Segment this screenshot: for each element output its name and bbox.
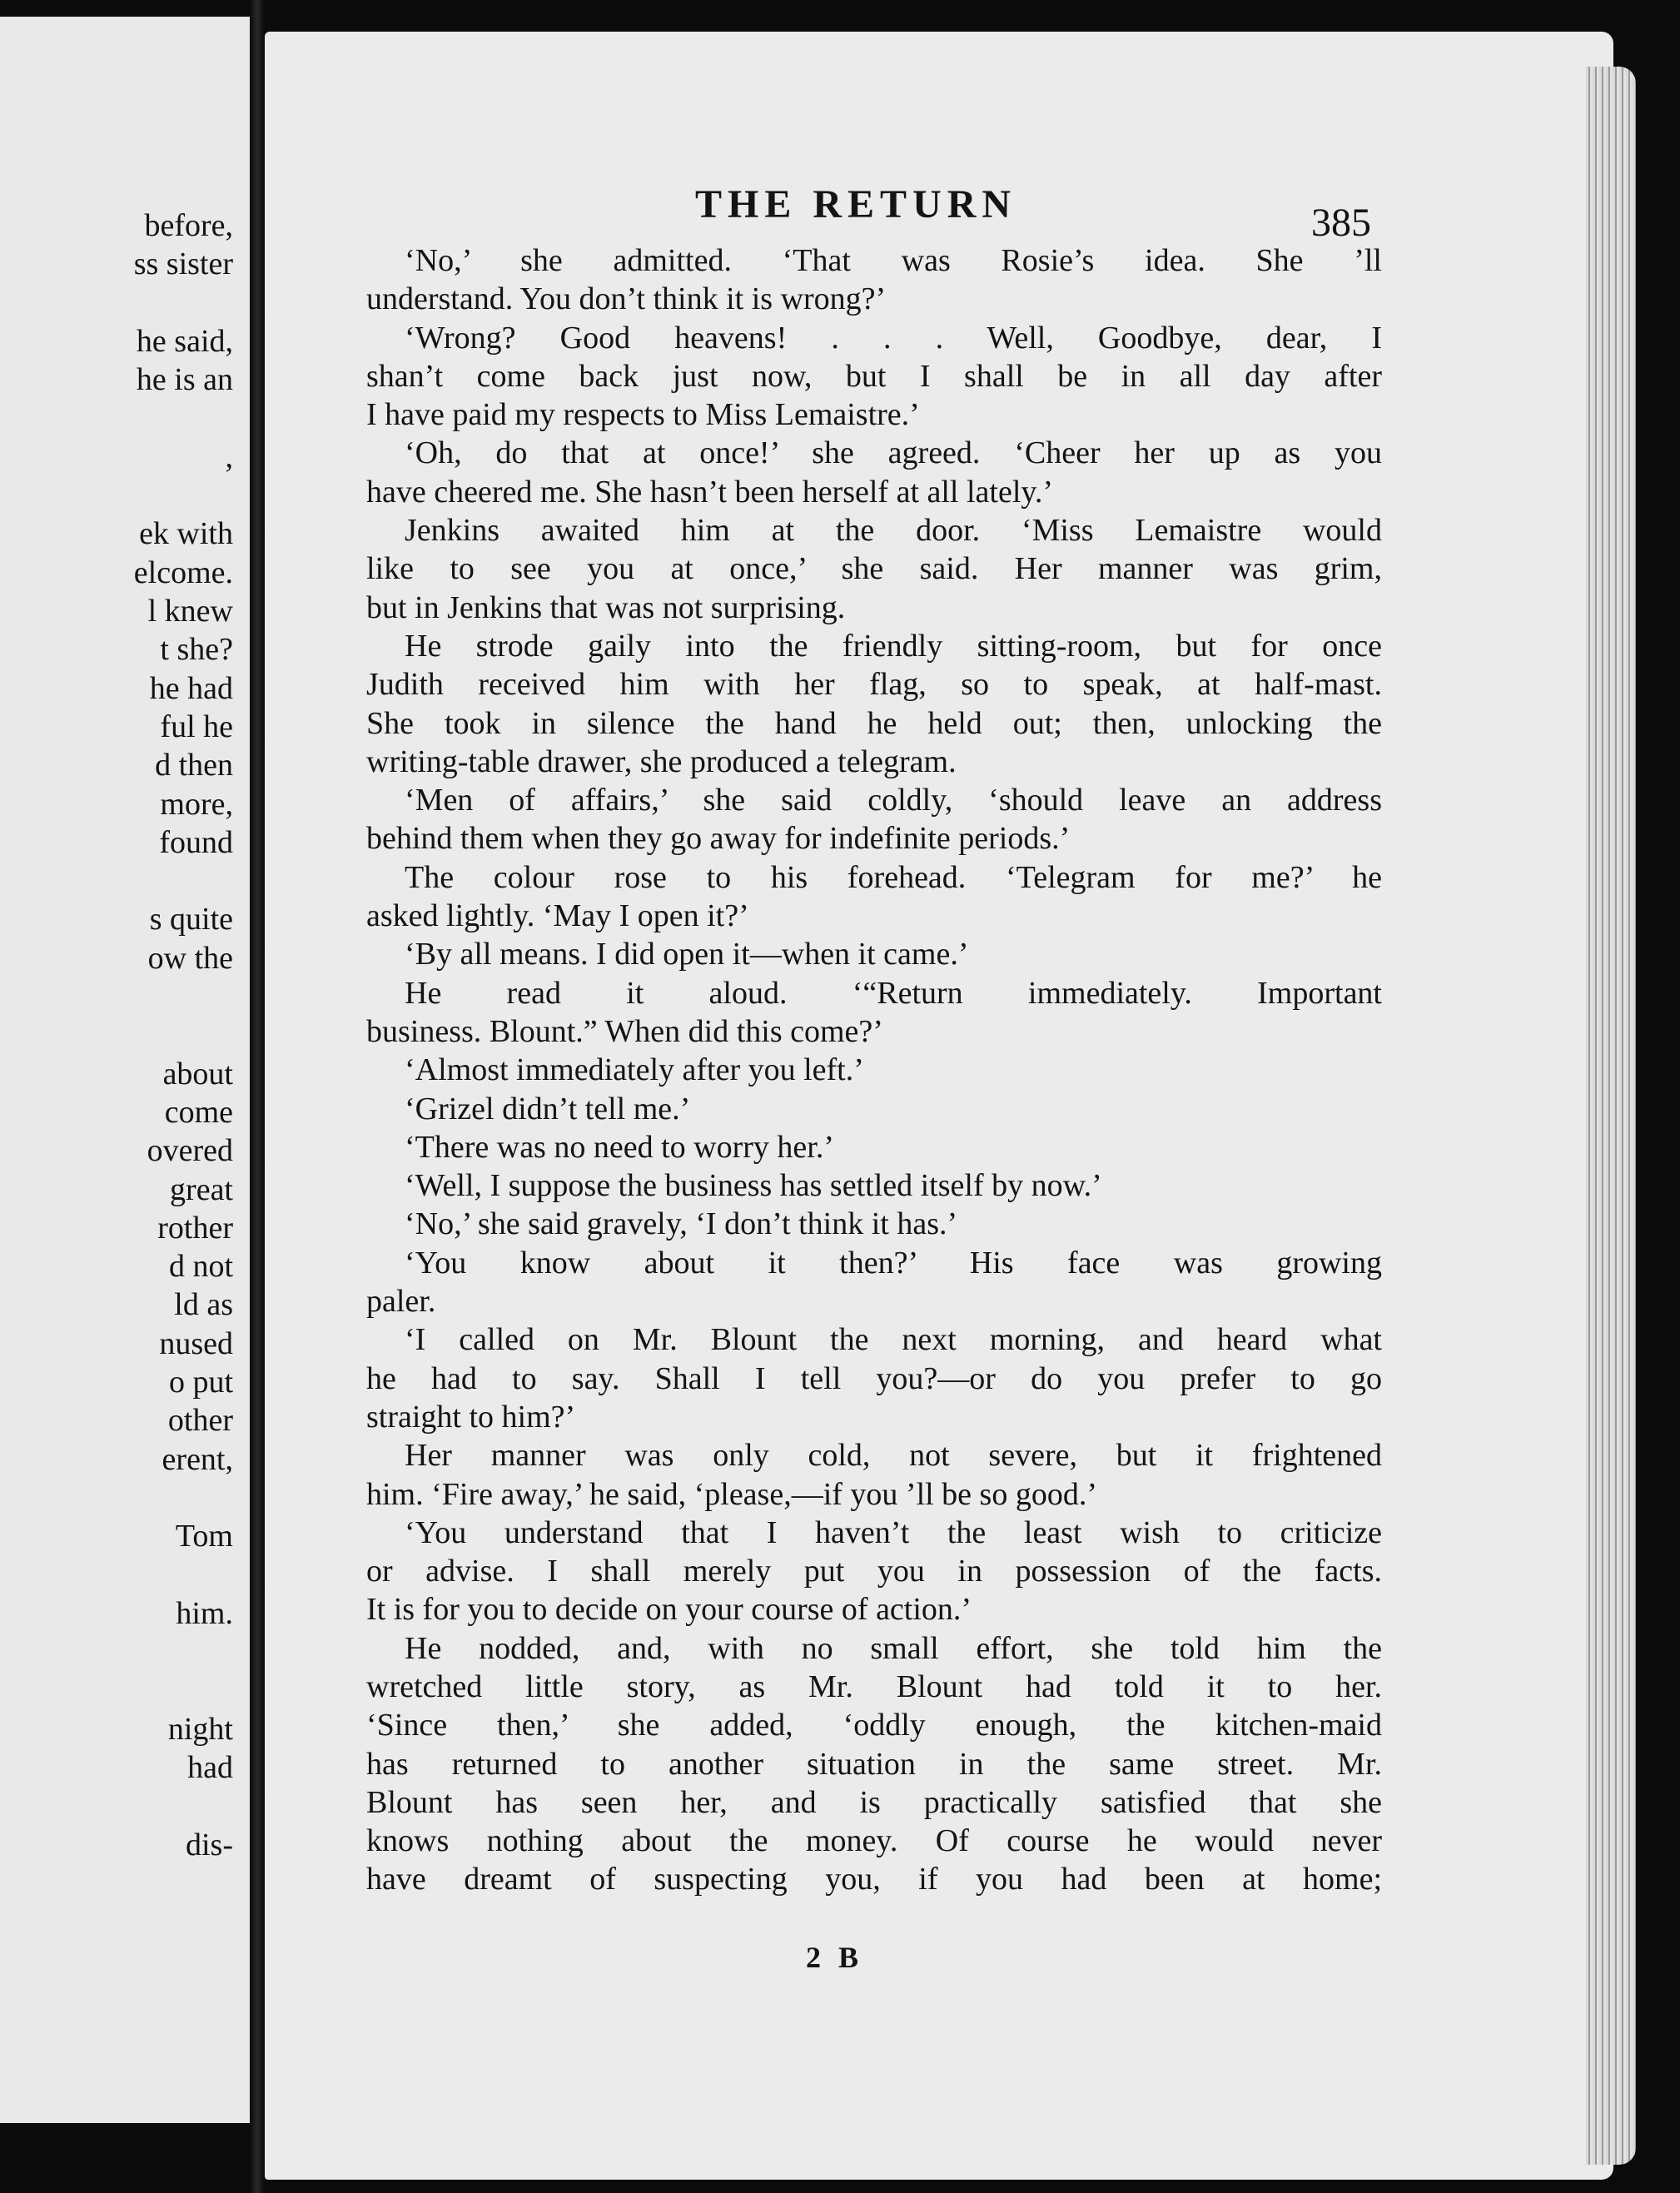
left-page-fragment: about: [162, 1056, 233, 1092]
left-page-fragment: he is an: [136, 362, 233, 398]
left-page-fragment: l knew: [147, 594, 233, 629]
text-line: ‘There was no need to worry her.’: [405, 1129, 834, 1165]
text-line: but in Jenkins that was not surprising.: [366, 589, 846, 625]
text-line: ‘You know about it then?’ His face was growing: [405, 1245, 1382, 1280]
book-gutter: [250, 0, 265, 2193]
left-page-fragment: erent,: [162, 1441, 233, 1477]
left-page-fragment: overed: [147, 1133, 233, 1169]
text-line: ‘Men of affairs,’ she said coldly, ‘should leave an address: [405, 783, 1382, 818]
text-line: have cheered me. She hasn’t been herself at all lately.’: [366, 474, 1054, 510]
text-line: ‘Wrong? Good heavens! . . . Well, Goodbye, dear, I: [405, 320, 1382, 356]
text-line: ‘Since then,’ she added, ‘oddly enough, the kitchen-maid: [366, 1708, 1382, 1743]
page-number: 385: [1311, 201, 1371, 245]
left-page-fragment: s quite: [149, 902, 233, 937]
left-page-fragment: night: [167, 1711, 233, 1747]
left-page-fragment: before,: [144, 208, 233, 243]
text-line: asked lightly. ‘May I open it?’: [366, 898, 749, 934]
text-line: has returned to another situation in the same street. Mr.: [366, 1746, 1382, 1782]
text-line: Her manner was only cold, not severe, but it frightened: [405, 1438, 1382, 1474]
left-page-fragment: he had: [149, 670, 233, 706]
left-page-fragment: more,: [160, 786, 233, 822]
left-page-fragment: ,: [225, 439, 233, 475]
left-page-fragment: t she?: [160, 632, 233, 668]
text-line: behind them when they go away for indefinite periods.’: [366, 821, 1071, 857]
text-line: ‘By all means. I did open it—when it came.’: [405, 937, 969, 972]
left-page-fragment: nused: [159, 1325, 233, 1361]
left-page-fragment: d not: [168, 1249, 233, 1285]
text-line: He read it aloud. ‘“Return immediately. Important: [405, 975, 1382, 1011]
body-text: [366, 241, 1382, 1899]
left-page-fragment: ful he: [160, 709, 233, 744]
left-page-fragment: ow the: [147, 940, 233, 976]
text-line: ‘Almost immediately after you left.’: [405, 1052, 864, 1088]
left-page-fragment: ek with: [139, 516, 233, 552]
text-line: knows nothing about the money. Of course he would never: [366, 1823, 1382, 1859]
text-line: ‘Grizel didn’t tell me.’: [405, 1091, 691, 1126]
text-line: he had to say. Shall I tell you?—or do you prefer to go: [366, 1360, 1382, 1396]
running-head: THE RETURN: [695, 182, 1017, 226]
left-page-fragment: him.: [176, 1595, 233, 1631]
text-line: him. ‘Fire away,’ he said, ‘please,—if you ’ll be so good.’: [366, 1476, 1097, 1512]
left-page-fragment: he said,: [136, 323, 233, 359]
text-line: ‘No,’ she said gravely, ‘I don’t think it has.’: [405, 1206, 958, 1242]
text-line: like to see you at once,’ she said. Her manner was grim,: [366, 551, 1382, 587]
text-line: ‘Well, I suppose the business has settled itself by now.’: [405, 1168, 1102, 1204]
left-page-fragment: Tom: [175, 1519, 233, 1554]
text-line: writing-table drawer, she produced a telegram.: [366, 743, 957, 779]
text-line: The colour rose to his forehead. ‘Telegram for me?’ he: [405, 859, 1382, 895]
text-line: business. Blount.” When did this come?’: [366, 1013, 883, 1049]
text-line: ‘I called on Mr. Blount the next morning, and heard what: [405, 1322, 1382, 1358]
left-page-fragment: ss sister: [133, 246, 233, 282]
text-line: ‘Oh, do that at once!’ she agreed. ‘Cheer her up as you: [405, 435, 1382, 471]
text-line: wretched little story, as Mr. Blount had told it to her.: [366, 1668, 1382, 1704]
left-page-fragment: found: [159, 824, 233, 860]
left-page-fragment: rother: [157, 1210, 233, 1246]
left-page-fragment: elcome.: [133, 554, 233, 590]
text-line: or advise. I shall merely put you in possession of the facts.: [366, 1554, 1382, 1589]
left-page-fragment: o put: [168, 1365, 233, 1400]
previous-page: [0, 17, 250, 2123]
text-line: shan’t come back just now, but I shall be in all day after: [366, 358, 1382, 394]
text-line: have dreamt of suspecting you, if you had been at home;: [366, 1862, 1382, 1897]
text-line: understand. You don’t think it is wrong?’: [366, 281, 887, 317]
text-line: paler.: [366, 1284, 436, 1320]
left-page-fragment: other: [167, 1403, 233, 1439]
text-line: He strode gaily into the friendly sitting-room, but for once: [405, 628, 1382, 664]
left-page-fragment: ld as: [174, 1287, 233, 1323]
text-line: Blount has seen her, and is practically satisfied that she: [366, 1784, 1382, 1820]
signature-mark: 2 B: [806, 1941, 864, 1974]
text-line: He nodded, and, with no small effort, she told him the: [405, 1630, 1382, 1666]
text-line: It is for you to decide on your course of action.’: [366, 1592, 972, 1628]
left-page-fragment: come: [164, 1094, 233, 1130]
text-line: straight to him?’: [366, 1399, 576, 1435]
text-line: Judith received him with her flag, so to speak, at half-mast.: [366, 667, 1382, 703]
text-line: She took in silence the hand he held out; then, unlocking the: [366, 705, 1382, 741]
left-page-fragment: great: [170, 1171, 233, 1207]
left-page-fragment: had: [187, 1750, 233, 1785]
text-line: ‘You understand that I haven’t the least wish to criticize: [405, 1514, 1382, 1550]
left-page-fragment: d then: [155, 748, 233, 783]
left-page-fragment: dis-: [186, 1827, 233, 1862]
text-line: I have paid my respects to Miss Lemaistre.’: [366, 397, 920, 433]
text-line: Jenkins awaited him at the door. ‘Miss Lemaistre would: [405, 513, 1382, 549]
text-line: ‘No,’ she admitted. ‘That was Rosie’s idea. She ’ll: [405, 243, 1382, 278]
page-edges: [1586, 67, 1636, 2165]
